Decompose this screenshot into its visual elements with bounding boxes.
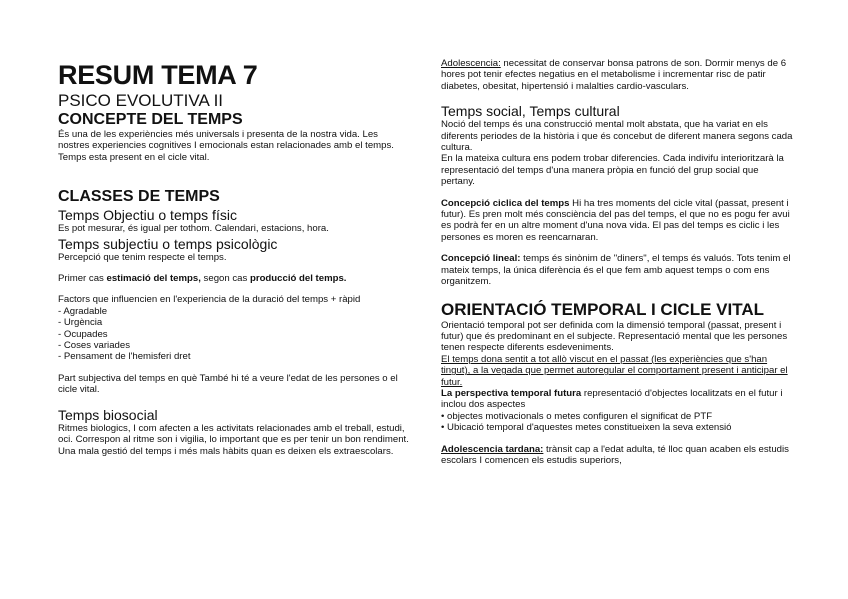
primer-cas-a: Primer cas — [58, 273, 107, 285]
primer-cas-b: estimació del temps, — [106, 273, 201, 285]
perspectiva-text — [441, 388, 793, 411]
perspectiva-body: representació d'objectes localitzats en el futur i inclou dos aspectes — [441, 387, 783, 411]
orientacio-body: Orientació temporal pot ser definida com la dimensió temporal (passat, present i futur) que és predominant en el subjecte. Representació mental que les persones tenen respecte diferents esdeveniments. — [441, 319, 788, 354]
social-title: Temps social, Temps cultural — [441, 103, 620, 120]
list-item: - Pensament de l'hemisferi dret — [58, 351, 410, 362]
concepte-heading: CONCEPTE DEL TEMPS — [58, 111, 243, 128]
primer-cas-c: segon cas — [200, 273, 250, 285]
list-item: - Agradable — [58, 306, 410, 317]
tardana-text — [441, 444, 793, 467]
ciclica-body: Hi ha tres moments del cicle vital (passat, present i futur). Es pren molt més consciència del pas del temps, el que no es pogu fer avui es podrà fer en un altre moment d'una nova vida. El pas del temps es ciclic i les persones es moren es reencarnaran. — [441, 197, 790, 243]
page-subtitle: PSICO EVOLUTIVA II — [58, 91, 224, 110]
lineal-label: Concepció lineal: — [441, 253, 521, 265]
ciclica-text — [441, 198, 793, 244]
concepte-body: És una de les experiències més universals i presenta de la nostra vida. Les nostres experiencies cognitives I emocionals estan relacionades amb el temps. Temps esta present en el cicle vital. — [58, 129, 394, 163]
tardana-body: trànsit cap a l'edat adulta, té lloc quan acaben els estudis escolars I comencen els estudis superiors, — [441, 443, 789, 466]
adolescencia-text — [441, 58, 793, 92]
perspectiva-label: La perspectiva temporal futura — [441, 387, 582, 399]
ciclica-label: Concepció ciclica del temps — [441, 197, 570, 209]
list-item: • objectes motivacionals o metes configuren el significat de PTF — [441, 411, 793, 422]
adolescencia-label: Adolescencia: — [441, 58, 501, 69]
list-item: - Ocupades — [58, 329, 410, 340]
factors-list — [58, 306, 410, 363]
social-body-1: Noció del temps és una construcció mental molt abstata, que ha variat en els diferents periodes de la història i que és concebut de diferent manera segons cada cultura. — [441, 119, 793, 154]
lineal-body: temps és sinònim de "diners", el temps és valuós. Tots tenim el mateix temps, la única diferència és el que fem amb aquest temps o com ens organitzem. — [441, 253, 791, 288]
list-item: - Urgència — [58, 317, 410, 328]
orientacio-underline: El temps dona sentit a tot allò viscut en el passat (les experiències que s'han tingut), a la vegada que permet autoregular el comportament present i anticipar el futur. — [441, 353, 788, 388]
objectiu-body: Es pot mesurar, és igual per tothom. Calendari, estacions, hora. — [58, 223, 329, 235]
lineal-text — [441, 253, 793, 287]
page-title: RESUM TEMA 7 — [58, 60, 258, 90]
list-item: • Ubicació temporal d'aquestes metes constitueixen la seva extensió — [441, 422, 793, 433]
objectiu-title: Temps Objectiu o temps físic — [58, 207, 237, 224]
primer-cas-text — [58, 273, 410, 284]
perspectiva-list — [441, 411, 793, 434]
primer-cas-d: producció del temps. — [249, 273, 347, 285]
social-body-2: En la mateixa cultura ens podem trobar diferencies. Cada indivifu interioritzarà la representació del temps d'una manera pròpia en funció del grup social que pertany. — [441, 153, 784, 188]
list-item: - Coses variades — [58, 340, 410, 351]
subjectiu-title: Temps subjectiu o temps psicològic — [58, 235, 278, 252]
factors-intro: Factors que influencien en l'experiencia de la duració del temps + ràpid — [58, 294, 361, 306]
biosocial-title: Temps biosocial — [58, 406, 158, 423]
subjectiu-body: Percepció que tenim respecte el temps. — [58, 251, 227, 263]
adolescencia-body: necessitat de conservar bonsa patrons de son. Dormir menys de 6 hores pot tenir efectes negatius en el metabolisme i incrementar risc de patir diabetes, obesitat, hipertensió i malalties cardio-vasculars. — [441, 58, 787, 92]
orientacio-heading: ORIENTACIÓ TEMPORAL I CICLE VITAL — [441, 299, 764, 319]
part-subjectiva-text: Part subjectiva del temps en què També hi té a veure l'edat de les persones o el cicle vital. — [58, 372, 398, 396]
biosocial-body: Ritmes biologics, I com afecten a les activitats relacionades amb el treball, estudi, oci. Correspon al ritme son i vigilia, lo important que es per tenir un bon rendiment. Una mala gestió del temps i més mals hàbits quan es deixen els extraescolars. — [58, 422, 409, 457]
classes-heading: CLASSES DE TEMPS — [58, 188, 220, 206]
right-column — [441, 58, 793, 466]
tardana-label: Adolescencia tardana: — [441, 443, 544, 455]
left-column — [58, 60, 410, 457]
